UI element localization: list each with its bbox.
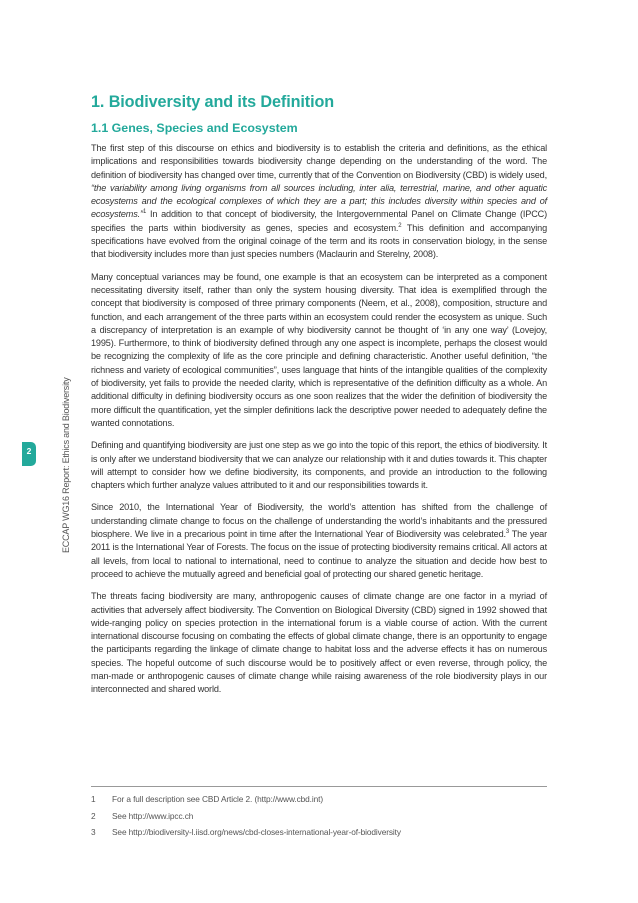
footnote-ref-1[interactable]: 1 xyxy=(142,209,147,216)
paragraph-2: Many conceptual variances may be found, one example is that an ecosystem can be interpreted as a component necessitating diversity itself, rather than only the system housing diversity. That idea is exemplified through the concept that biodiversity is composed of three primary components (Neem, et al., 2008), composition, structure and function, and each arrangement of the three parts within an ecosystem could render the ecosystem as unique. Such a discrepancy of interpretation is an example of why biodiversity cannot be thought of ‘in any one way’ (Lovejoy, 1995). Furthermore, to think of biodiversity defined through any one aspect is incomplete, perhaps the closest would be recognizing the complexity of life as the core principle and defining characteristic. Another useful definition, “the richness and variety of ecological communities”, uses language that hints of the intangible qualities of the complexity of biodiversity, yet fails to provide the needed clarity, which is representative of the definition difficulty as a whole. An additional difficulty in defining biodiversity occurs as one soon realizes that the wider the definition of biodiversity the more difficult the quantification, yet the simpler definitions lack the descriptive power needed to adequately define the wanted connotations. xyxy=(91,271,547,428)
footnote-number: 1 xyxy=(91,794,96,804)
footnote-text[interactable]: For a full description see CBD Article 2. (http://www.cbd.int) xyxy=(112,794,323,804)
footnote-divider xyxy=(91,786,547,787)
footnote-text[interactable]: See http://biodiversity-l.iisd.org/news/cbd-closes-international-year-of-biodiversity xyxy=(112,827,401,837)
cbd-definition-quote: “the variability among living organisms from all sources including, inter alia, terrestrial, marine, and other aquatic ecosystems and the ecological complexes of which they are a part; this includes diversity within species and of ecosystems.” xyxy=(91,182,547,220)
footnote-number: 2 xyxy=(91,810,96,821)
paragraph-4-text-b: The year 2011 is the International Year of Forests. The focus on the issue of protecting biodiversity remains critical. All actors at all levels, from local to national to international, need to continue to analyze the situation and decide how best to proceed to achieve the mutually agreed and beneficial goal of protecting our shared genetic heritage. xyxy=(91,529,548,579)
main-content xyxy=(91,91,547,706)
paragraph-1 xyxy=(91,142,547,262)
footnotes xyxy=(91,791,547,841)
paragraph-5: The threats facing biodiversity are many, anthropogenic causes of climate change are one factor in a myriad of activities that adversely affect biodiversity. The Convention on Biological Diversity (CBD) signed in 1992 showed that wide-ranging policy on species protection in the international forum is a viable course of action. With the current international discourse focusing on combating the effects of global climate change, there is an opportunity to engage the participants regarding the linkage of climate change to habitat loss and the adverse effects it has on numerous species. The hopeful outcome of such discourse would be to positively affect or even reverse, through policy, the man-made or anthropogenic causes of climate change while raising awareness of the role biodiversity plays in our interconnected and shared world. xyxy=(91,591,547,695)
section-heading: 1.1 Genes, Species and Ecosystem xyxy=(91,121,298,135)
paragraph-4 xyxy=(91,501,547,581)
footnote-ref-2[interactable]: 2 xyxy=(398,222,402,229)
running-header: ECCAP WG16 Report: Ethics and Biodiversity xyxy=(61,377,71,553)
paragraph-3: Defining and quantifying biodiversity are just one step as we go into the topic of this report, the ethics of biodiversity. It is only after we understand biodiversity that we can analyze our relationship with it and duties towards it. This chapter will attempt to consider how we define biodiversity, its components, and provide an introduction to the following chapters which further analyze values attributed to it and our responsibilities towards it. xyxy=(91,440,547,491)
footnote-item xyxy=(91,824,547,841)
footnote-item xyxy=(91,791,547,808)
paragraph-1-text-c: This definition and accompanying specifications have evolved from the original coinage of the term and its roots in conservation biology, in the sense that biodiversity includes more than just species numbers (Maclaurin and Sterelny, 2008). xyxy=(91,222,547,260)
footnote-text[interactable]: See http://www.ipcc.ch xyxy=(112,810,194,821)
paragraph-1-text-b: In addition to that concept of biodiversity, the Intergovernmental Panel on Climate Change (IPCC) specifies the parts within biodiversity as genes, species and ecosystem. xyxy=(91,209,547,233)
footnote-number: 3 xyxy=(91,827,96,837)
page-number: 2 xyxy=(26,446,32,456)
footnote-ref-3[interactable]: 3 xyxy=(505,528,510,535)
paragraph-4-text-a: Since 2010, the International Year of Biodiversity, the world’s attention has shifted from the challenge of understanding climate change to focus on the challenge of understanding the world’s inhabitants and the pressured biosphere. We live in a precarious point in time after the International Year of Biodiversity was celebrated. xyxy=(91,502,547,540)
paragraph-1-text-a: The first step of this discourse on ethics and biodiversity is to establish the criteria and definitions, as the ethical implications and responsibilities towards biodiversity change depending on the understanding of the word. The definition of biodiversity has changed over time, currently that of the Convention on Biodiversity (CBD) is widely used, xyxy=(91,143,547,180)
footnote-item xyxy=(91,808,547,825)
chapter-heading: 1. Biodiversity and its Definition xyxy=(91,93,335,111)
